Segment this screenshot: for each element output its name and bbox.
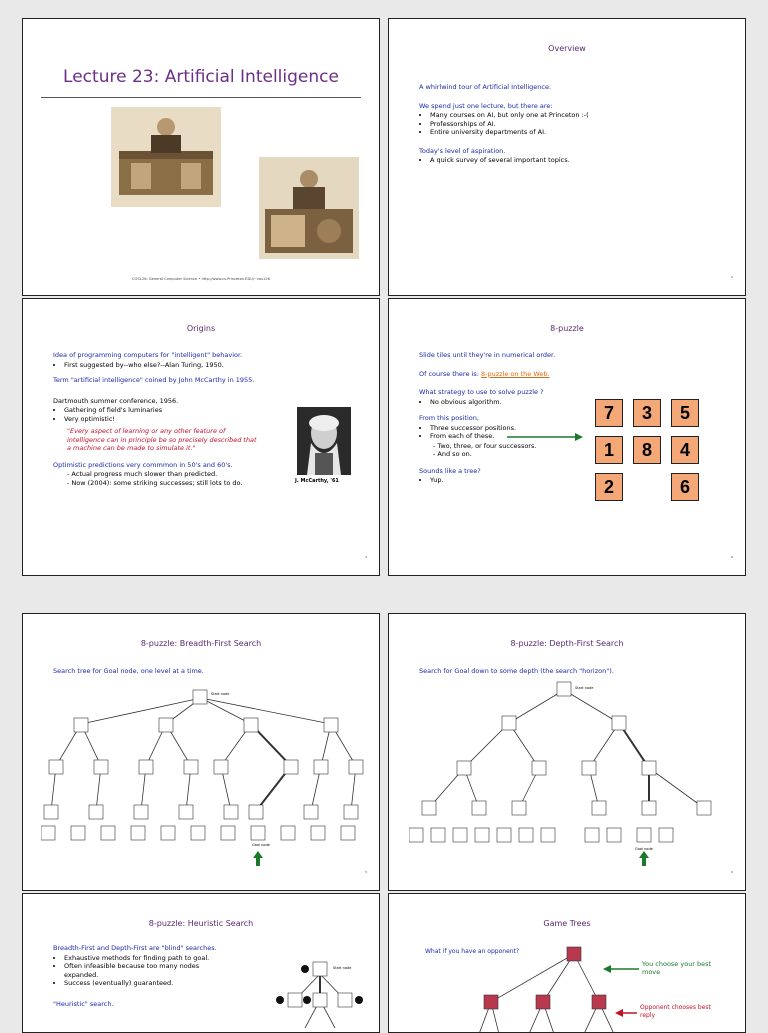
origin-p2: Term "artificial intelligence" coined by John McCarthy in 1955. — [53, 376, 255, 384]
bfs-tree-diagram — [41, 686, 371, 866]
list-item: - And so on. — [433, 450, 733, 459]
origin-p3: Dartmouth summer conference, 1956. — [53, 396, 179, 405]
puzzle-tile: 8 — [633, 436, 661, 464]
puzzle-tile: 7 — [595, 399, 623, 427]
photo-caption: J. McCarthy, '61 — [295, 478, 339, 484]
slide-title: Origins — [186, 324, 216, 333]
origin-p1: Idea of programming computers for "intelligent" behavior. — [53, 351, 243, 359]
puzzle-tile: 3 — [633, 399, 661, 427]
arrow-right-icon — [507, 433, 583, 441]
game-tree-diagram — [469, 944, 649, 1033]
mccarthy-photo — [297, 407, 351, 475]
list-item: • Entire university departments of AI. — [430, 128, 733, 137]
list-item: • Yup. — [430, 476, 733, 485]
slide-heuristic-search — [22, 893, 380, 1033]
page-number: 4 — [365, 555, 367, 559]
heuristic-tree-diagram — [275, 958, 365, 1033]
overview-list — [419, 111, 733, 137]
start-node-label: Start node — [333, 966, 352, 970]
puzzle-p1: Slide tiles until they're in numerical order. — [419, 351, 556, 359]
list-item: • Often infeasible because too many nodes expanded. — [64, 962, 223, 979]
title-rule — [41, 97, 361, 98]
list-item: - Actual progress much slower than predicted. — [67, 470, 367, 479]
start-node-label: Start node — [211, 692, 230, 696]
lecture-footer: COS126: General Computer Science • http://www.cs.Princeton.EDU/~cos126 — [132, 277, 270, 281]
heuristic-p2: "Heuristic" search. — [53, 999, 114, 1008]
slide-title: 8-puzzle: Depth-First Search — [510, 639, 624, 648]
puzzle-p3: What strategy to use to solve puzzle ? — [419, 388, 544, 396]
dfs-desc: Search for Goal down to some depth (the search "horizon"). — [419, 667, 614, 675]
heuristic-p1: Breadth-First and Depth-First are "blind" searches. — [53, 944, 217, 952]
slide-8-puzzle — [388, 298, 746, 576]
dfs-tree-diagram — [409, 678, 729, 868]
list-item: • A quick survey of several important topics. — [430, 156, 733, 165]
list-item: • Gathering of field's luminaries — [64, 406, 367, 415]
list-item: • Professorships of AI. — [430, 120, 733, 129]
slide-title: Overview — [548, 44, 586, 53]
puzzle-tile: 2 — [595, 473, 623, 501]
you-choose-label: You choose your best move — [642, 960, 712, 976]
slide-lecture-title — [22, 18, 380, 296]
puzzle-p2-prefix: Of course there is: — [419, 369, 479, 378]
list-item: • Very optimistic! — [64, 415, 367, 424]
puzzle-p5: Sounds like a tree? — [419, 466, 481, 475]
bfs-desc: Search tree for Goal node, one level at a time. — [53, 667, 204, 675]
page-number: 6 — [731, 870, 733, 874]
list-item: - Now (2004): some striking successes; still lots to do. — [67, 479, 367, 488]
page-number: 6 — [731, 555, 733, 559]
mccarthy-quote: "Every aspect of learning or any other feature of intelligence can in principle be so precisely described that a machine can be made to simulate it." — [67, 427, 257, 452]
aspiration-list — [419, 156, 733, 165]
opponent-label: Opponent chooses best reply — [640, 1004, 711, 1019]
lecture-title: Lecture 23: Artificial Intelligence — [63, 67, 339, 87]
list-item: • No obvious algorithm. — [430, 398, 733, 407]
lead-text: We spend just one lecture, but there are: — [419, 101, 553, 110]
page-number: 2 — [731, 275, 733, 279]
start-node-label: Start node — [575, 686, 594, 690]
puzzle-tile: 4 — [671, 436, 699, 464]
puzzle-tile: 1 — [595, 436, 623, 464]
slide-origins — [22, 298, 380, 576]
list-item: • From each of these. — [430, 432, 733, 441]
page-number: 5 — [365, 870, 367, 874]
origin-p4: Optimistic predictions very commmon in 50's and 60's. — [53, 460, 233, 469]
slide-breadth-first — [22, 613, 380, 891]
automaton-illustration-1 — [111, 107, 221, 207]
list-item: - Two, three, or four successors. — [433, 442, 733, 451]
puzzle-tile: 5 — [671, 399, 699, 427]
automaton-illustration-2 — [259, 157, 359, 259]
puzzle-p4: From this position, — [419, 414, 479, 422]
arrow-left-icon — [615, 1009, 637, 1017]
puzzle-tile: 6 — [671, 473, 699, 501]
arrow-left-icon — [603, 965, 639, 973]
slide-title: 8-puzzle: Breadth-First Search — [140, 639, 262, 648]
intro-text: A whirlwind tour of Artificial Intelligence. — [419, 83, 552, 91]
list-item: • First suggested by--who else?--Alan Turing, 1950. — [64, 361, 367, 370]
slide-title: Game Trees — [543, 919, 591, 928]
puzzle-p2 — [419, 370, 733, 379]
list-item: • Exhaustive methods for finding path to goal. — [64, 954, 223, 963]
game-question: What if you have an opponent? — [425, 948, 520, 955]
list-item: • Many courses on AI, but only one at Princeton :-( — [430, 111, 733, 120]
list-item: • Three successor positions. — [430, 424, 733, 433]
puzzle-web-link[interactable]: 8-puzzle on the Web. — [481, 369, 550, 378]
lead2-text: Today's level of aspiration. — [419, 146, 506, 155]
list-item: • Success (eventually) guaranteed. — [64, 979, 223, 988]
goal-node-label: Goal node — [252, 843, 270, 847]
slide-title: 8-puzzle: Heuristic Search — [148, 919, 254, 928]
goal-node-label: Goal node — [635, 847, 653, 851]
slide-title: 8-puzzle — [550, 324, 584, 333]
slide-depth-first — [388, 613, 746, 891]
slide-overview — [388, 18, 746, 296]
slide-game-trees — [388, 893, 746, 1033]
